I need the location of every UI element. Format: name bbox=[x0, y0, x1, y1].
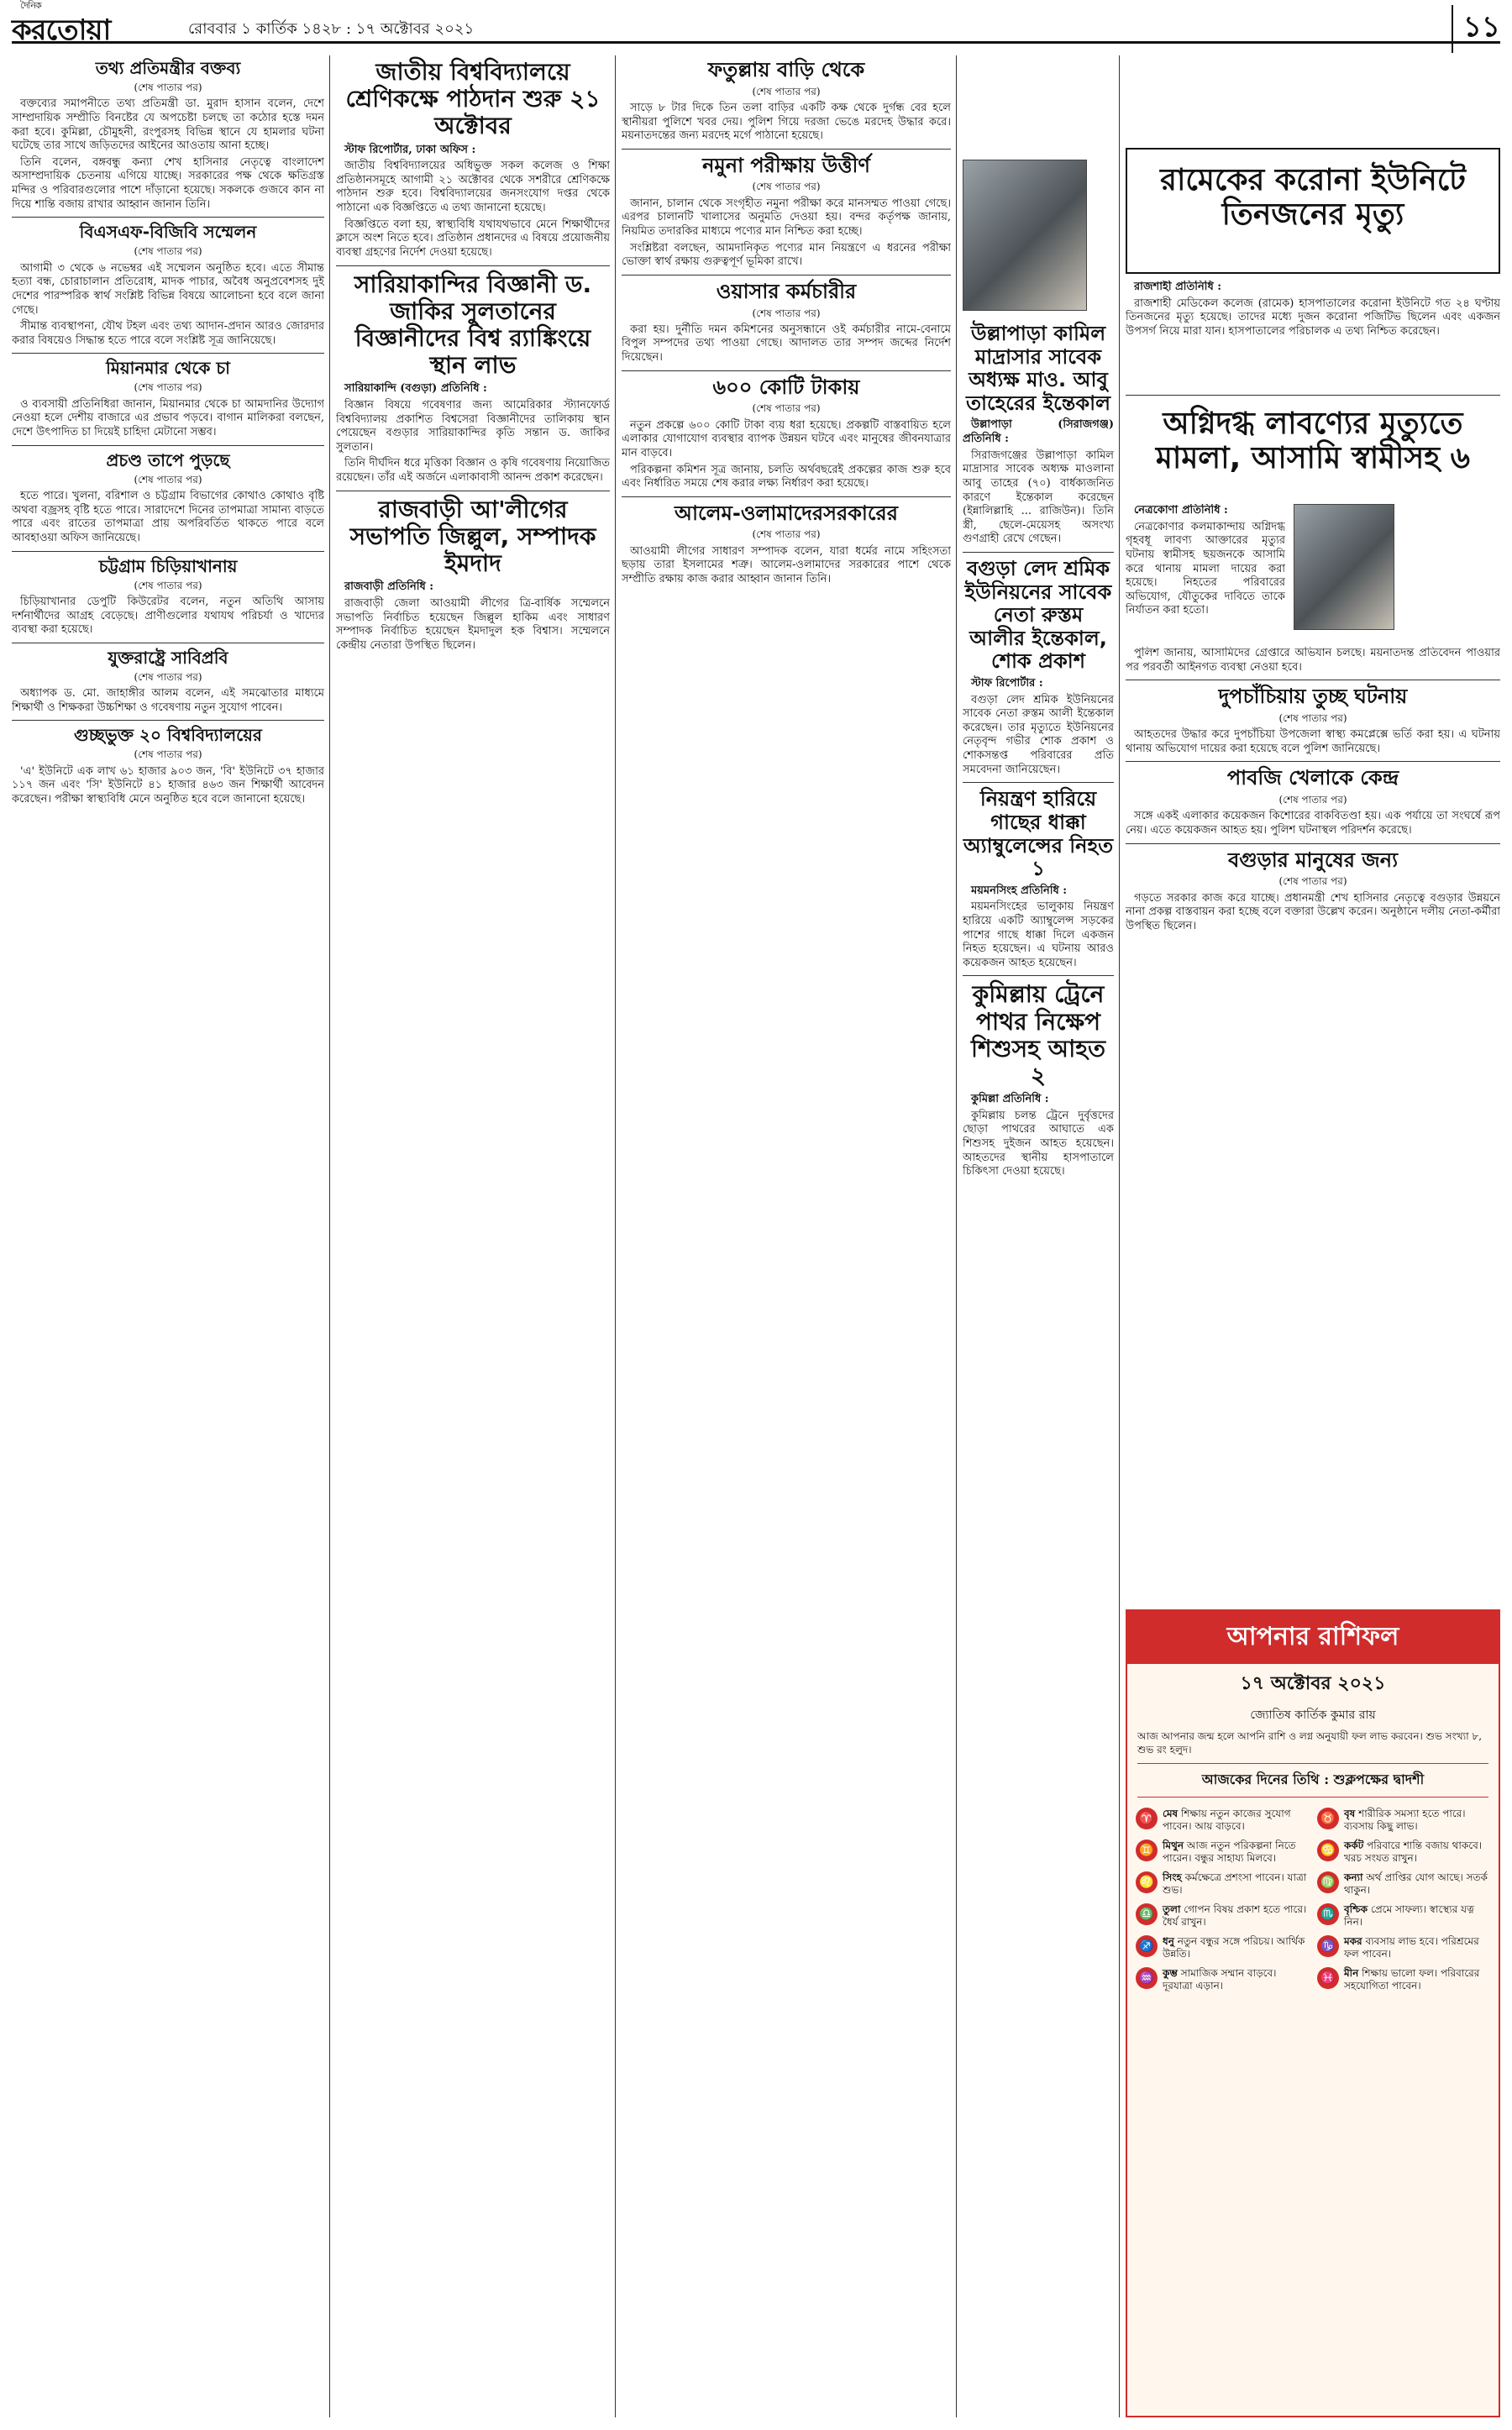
zodiac-symbol-icon: ♐ bbox=[1136, 1935, 1158, 1957]
byline: সারিয়াকান্দি (বগুড়া) প্রতিনিধি : bbox=[344, 382, 487, 396]
continued-note: (শেষ পাতার পর) bbox=[752, 85, 821, 97]
continued-note: (শেষ পাতার পর) bbox=[134, 381, 202, 394]
zodiac-symbol-icon: ♎ bbox=[1136, 1903, 1158, 1925]
paragraph: কুমিল্লায় চলন্ত ট্রেনে দুর্বৃত্তদের ছোড়া পাথরের আঘাতে এক শিশুসহ দুইজন আহত হয়েছেন। আহতদের স্থানীয় হাসপাতালে চিকিৎসা দেওয়া হয়েছে। bbox=[963, 1109, 1114, 1178]
divider bbox=[12, 217, 324, 218]
zodiac-text bbox=[1163, 1935, 1309, 1960]
zodiac-forecast: আজ নতুন পরিকল্পনা নিতে পারেন। বন্ধুর সাহায্য মিলবে। bbox=[1163, 1840, 1296, 1865]
zodiac-name: তুলা bbox=[1163, 1903, 1181, 1916]
continued-note: (শেষ পাতার পর) bbox=[134, 81, 202, 93]
zodiac-entry bbox=[1317, 1903, 1490, 1929]
zodiac-text bbox=[1163, 1808, 1309, 1833]
page-number: ১১ bbox=[1452, 5, 1500, 53]
headline: তথ্য প্রতিমন্ত্রীর বক্তব্য bbox=[95, 58, 241, 78]
paragraph: বিজ্ঞপ্তিতে বলা হয়, স্বাস্থ্যবিধি যথাযথভাবে মেনে শিক্ষার্থীদের ক্লাসে অংশ নিতে হবে। প্রতিষ্ঠান প্রধানদের এ বিষয়ে প্রয়োজনীয় ব্যবস্থা গ্রহণের নির্দেশ দেওয়া হয়েছে। bbox=[336, 218, 610, 259]
zodiac-entry bbox=[1136, 1871, 1309, 1897]
headline: উল্লাপাড়া কামিল মাদ্রাসার সাবেক অধ্যক্ষ মাও. আবু তাহেরের ইন্তেকাল bbox=[966, 322, 1110, 415]
paragraph: জানান, চালান থেকে সংগৃহীত নমুনা পরীক্ষা করে মানসম্মত পাওয়া গেছে। এরপর চালানটি খালাসের অনুমতি দেওয়া হয়। বন্দর কর্তৃপক্ষ জানায়, নিয়মিত তদারকির মাধ্যমে পণ্যের মান নিশ্চিত করা হচ্ছে। bbox=[622, 197, 951, 239]
divider bbox=[1126, 395, 1500, 396]
continued-note: (শেষ পাতার পর) bbox=[134, 748, 202, 761]
article-headline bbox=[1126, 403, 1500, 496]
continued-note: (শেষ পাতার পর) bbox=[1278, 794, 1347, 806]
headline: মিয়ানমার থেকে চা bbox=[106, 358, 230, 379]
byline: রাজশাহী প্রতিনিধি : bbox=[1134, 281, 1222, 293]
paragraph: পরিকল্পনা কমিশন সূত্র জানায়, চলতি অর্থবছরেই প্রকল্পের কাজ শুরু হবে এবং নির্ধারিত সময়ে শেষ করার লক্ষ্য নির্ধারণ করা হয়েছে। bbox=[622, 463, 951, 491]
horoscope-astrologer: জ্যোতিষ কার্তিক কুমার রায় bbox=[1250, 1708, 1376, 1722]
headline: দুপচাঁচিয়ায় তুচ্ছ ঘটনায় bbox=[1218, 685, 1408, 709]
paragraph: আওয়ামী লীগের সাধারণ সম্পাদক বলেন, যারা ধর্মের নামে সহিংসতা ছড়ায় তারা ইসলামের শত্রু। আলেম-ওলামাদের সরকারের পাশে থেকে সম্প্রীতি রক্ষায় কাজ করার আহ্বান জানান তিনি। bbox=[622, 544, 951, 586]
zodiac-text bbox=[1344, 1808, 1490, 1833]
zodiac-symbol-icon: ♋ bbox=[1317, 1840, 1339, 1861]
divider bbox=[12, 445, 324, 446]
divider bbox=[963, 782, 1114, 783]
headline: বিএসএফ-বিজিবি সম্মেলন bbox=[79, 222, 257, 243]
zodiac-name: মেষ bbox=[1163, 1808, 1179, 1820]
zodiac-forecast: ব্যবসায় লাভ হবে। পরিশ্রমের ফল পাবেন। bbox=[1344, 1935, 1479, 1960]
article-body bbox=[1126, 281, 1500, 381]
zodiac-entry bbox=[1317, 1808, 1490, 1833]
zodiac-name: বৃশ্চিক bbox=[1344, 1903, 1368, 1916]
zodiac-name: কন্যা bbox=[1344, 1871, 1363, 1884]
zodiac-forecast: শারীরিক সমস্যা হতে পারে। ব্যবসায় কিছু লাভ। bbox=[1344, 1808, 1466, 1833]
zodiac-symbol-icon: ♉ bbox=[1317, 1808, 1339, 1829]
paragraph: সীমান্ত ব্যবস্থাপনা, যৌথ টহল এবং তথ্য আদান-প্রদান আরও জোরদার করার বিষয়েও সিদ্ধান্ত হতে পারে বলে সংশ্লিষ্ট সূত্র জানিয়েছে। bbox=[12, 320, 324, 347]
byline: স্টাফ রিপোর্টার, ঢাকা অফিস : bbox=[344, 143, 476, 156]
continued-note: (শেষ পাতার পর) bbox=[134, 245, 202, 258]
column-divider bbox=[329, 55, 330, 2417]
zodiac-symbol-icon: ♑ bbox=[1317, 1935, 1339, 1957]
zodiac-forecast: অর্থ প্রাপ্তির যোগ আছে। সতর্ক থাকুন। bbox=[1344, 1871, 1488, 1897]
zodiac-text bbox=[1344, 1871, 1490, 1897]
byline: ময়মনসিংহ প্রতিনিধি : bbox=[971, 884, 1068, 897]
paragraph: চিড়িয়াখানার ডেপুটি কিউরেটর বলেন, নতুন অতিথি আসায় দর্শনার্থীদের আগ্রহ বেড়েছে। প্রাণীগুলোর যথাযথ পরিচর্যা ও খাদ্যের ব্যবস্থা করা হয়েছে। bbox=[12, 595, 324, 637]
zodiac-text bbox=[1163, 1871, 1309, 1897]
paragraph: গড়তে সরকার কাজ করে যাচ্ছে। প্রধানমন্ত্রী শেখ হাসিনার নেতৃত্বে বগুড়ার উন্নয়নে নানা প্রকল্প বাস্তবায়ন করা হচ্ছে বলে বক্তারা উল্লেখ করেন। অনুষ্ঠানে দলীয় নেতা-কর্মীরা উপস্থিত ছিলেন। bbox=[1126, 891, 1500, 932]
divider bbox=[1126, 843, 1500, 844]
divider bbox=[963, 552, 1114, 553]
zodiac-symbol-icon: ♊ bbox=[1136, 1840, 1158, 1861]
horoscope-date: ১৭ অক্টোবর ২০২১ bbox=[1240, 1672, 1386, 1694]
paragraph: নেত্রকোণার কলমাকান্দায় অগ্নিদগ্ধ গৃহবধূ লাবণ্য আক্তারের মৃত্যুর ঘটনায় স্বামীসহ ছয়জনকে আসামি করে থানায় মামলা দায়ের করা হয়েছে। নিহতের পরিবারের অভিযোগ, যৌতুকের দাবিতে তাকে নির্যাতন করা হতো। bbox=[1126, 520, 1285, 617]
dateline: রোববার ১ কার্তিক ১৪২৮ : ১৭ অক্টোবর ২০২১ bbox=[188, 20, 475, 38]
divider bbox=[336, 265, 610, 266]
continued-note: (শেষ পাতার পর) bbox=[1278, 711, 1347, 724]
paragraph: সঙ্গে একই এলাকার কয়েকজন কিশোরের বাকবিতণ্ডা হয়। এক পর্যায়ে তা সংঘর্ষে রূপ নেয়। এতে কয়েকজন আহত হয়। পুলিশ ঘটনাস্থল পরিদর্শন করেছে। bbox=[1126, 810, 1500, 837]
paragraph: রাজশাহী মেডিকেল কলেজ (রামেক) হাসপাতালের করোনা ইউনিটে গত ২৪ ঘণ্টায় তিনজনের মৃত্যু হয়েছে। তাদের মধ্যে দুজন করোনা পজিটিভ ছিলেন এবং একজন উপসর্গ নিয়ে মারা যান। হাসপাতালের পরিচালক এ তথ্য নিশ্চিত করেছেন। bbox=[1126, 297, 1500, 338]
divider bbox=[12, 720, 324, 721]
zodiac-symbol-icon: ♓ bbox=[1317, 1967, 1339, 1989]
headline: ৬০০ কোটি টাকায় bbox=[712, 375, 860, 399]
headline: সারিয়াকান্দির বিজ্ঞানী ড. জাকির সুলতানের বিজ্ঞানীদের বিশ্ব র‍্যাঙ্কিংয়ে স্থান লাভ bbox=[354, 270, 592, 380]
masthead bbox=[12, 0, 1500, 47]
paragraph: রাজবাড়ী জেলা আওয়ামী লীগের ত্রি-বার্ষিক সম্মেলনে সভাপতি নির্বাচিত হয়েছেন জিল্লুল হাকিম এবং সাধারণ সম্পাদক নির্বাচিত হয়েছেন ইমদাদুল হক বিশ্বাস। সম্মেলনে কেন্দ্রীয় নেতারা উপস্থিত ছিলেন। bbox=[336, 596, 610, 652]
zodiac-text bbox=[1344, 1903, 1490, 1929]
headline: নিয়ন্ত্রণ হারিয়ে গাছের ধাক্কা অ্যাম্বুলেন্সের নিহত ১ bbox=[963, 787, 1114, 881]
headline: পাবজি খেলাকে কেন্দ্র bbox=[1226, 766, 1399, 790]
zodiac-forecast: শিক্ষায় ভালো ফল। পরিবারের সহযোগিতা পাবেন। bbox=[1344, 1967, 1480, 1992]
paragraph: তিনি দীর্ঘদিন ধরে মৃত্তিকা বিজ্ঞান ও কৃষি গবেষণায় নিয়োজিত রয়েছেন। তাঁর এই অর্জনে এলাকাবাসী আনন্দ প্রকাশ করেছেন। bbox=[336, 457, 610, 485]
zodiac-entry bbox=[1136, 1935, 1309, 1960]
zodiac-text bbox=[1344, 1935, 1490, 1960]
zodiac-entry bbox=[1136, 1840, 1309, 1865]
zodiac-forecast: গোপন বিষয় প্রকাশ হতে পারে। ধৈর্য রাখুন। bbox=[1163, 1903, 1307, 1929]
zodiac-forecast: সামাজিক সম্মান বাড়বে। দূরযাত্রা এড়ান। bbox=[1163, 1967, 1277, 1992]
zodiac-forecast: শিক্ষায় নতুন কাজের সুযোগ পাবেন। আয় বাড়বে। bbox=[1163, 1808, 1291, 1833]
headline: চট্টগ্রাম চিড়িয়াখানায় bbox=[98, 555, 238, 576]
logo-text: করতোয়া bbox=[12, 13, 111, 47]
zodiac-entry bbox=[1317, 1935, 1490, 1960]
continued-note: (শেষ পাতার পর) bbox=[752, 528, 821, 541]
article-body bbox=[1126, 504, 1285, 638]
zodiac-name: বৃষ bbox=[1344, 1808, 1356, 1820]
divider bbox=[622, 275, 951, 276]
zodiac-entry bbox=[1317, 1967, 1490, 1992]
zodiac-symbol-icon: ♈ bbox=[1136, 1808, 1158, 1829]
byline: রাজবাড়ী প্রতিনিধি : bbox=[344, 580, 434, 594]
headline: অগ্নিদগ্ধ লাবণ্যের মৃত্যুতে মামলা, আসামি স্বামীসহ ৬ bbox=[1155, 407, 1471, 476]
horoscope-title: আপনার রাশিফল bbox=[1127, 1611, 1499, 1664]
divider bbox=[622, 149, 951, 150]
paragraph: করা হয়। দুর্নীতি দমন কমিশনের অনুসন্ধানে ওই কর্মচারীর নামে-বেনামে বিপুল সম্পদের তথ্য পাওয়া গেছে। আদালত তার সম্পদ জব্দের নির্দেশ দিয়েছেন। bbox=[622, 323, 951, 365]
paragraph: জাতীয় বিশ্ববিদ্যালয়ের অধিভুক্ত সকল কলেজ ও শিক্ষা প্রতিষ্ঠানসমূহে আগামী ২১ অক্টোবর থেকে সশরীরে শ্রেণিকক্ষে পাঠদান শুরু হবে। বিশ্ববিদ্যালয়ের জনসংযোগ দপ্তর থেকে পাঠানো এক বিজ্ঞপ্তিতে এ তথ্য জানানো হয়েছে। bbox=[336, 160, 610, 215]
zodiac-name: মিথুন bbox=[1163, 1840, 1184, 1852]
zodiac-symbol-icon: ♏ bbox=[1317, 1903, 1339, 1925]
continued-note: (শেষ পাতার পর) bbox=[1278, 875, 1347, 888]
column-4 bbox=[963, 319, 1114, 2417]
zodiac-symbol-icon: ♌ bbox=[1136, 1871, 1158, 1893]
column-3 bbox=[622, 55, 951, 2417]
paragraph: সিরাজগঞ্জের উল্লাপাড়া কামিল মাদ্রাসার সাবেক অধ্যক্ষ মাওলানা আবু তাহের (৭০) বার্ধক্যজনিত কারণে ইন্তেকাল করেছেন (ইন্নালিল্লাহি ... রাজিউন)। তিনি স্ত্রী, ছেলে-মেয়েসহ অসংখ্য গুণগ্রাহী রেখে গেছেন। bbox=[963, 449, 1114, 546]
zodiac-name: ধনু bbox=[1163, 1935, 1174, 1948]
column-1 bbox=[12, 55, 324, 2417]
zodiac-name: সিংহ bbox=[1163, 1871, 1182, 1884]
zodiac-entry bbox=[1136, 1903, 1309, 1929]
headline: বগুড়া লেদ শ্রমিক ইউনিয়নের সাবেক নেতা রুস্তম আলীর ইন্তেকাল, শোক প্রকাশ bbox=[964, 557, 1112, 674]
zodiac-symbol-icon: ♒ bbox=[1136, 1967, 1158, 1989]
zodiac-text bbox=[1163, 1903, 1309, 1929]
headline: বগুড়ার মানুষের জন্য bbox=[1227, 848, 1399, 872]
headline: রামেকের করোনা ইউনিটে তিনজনের মৃত্যু bbox=[1160, 163, 1466, 233]
zodiac-name: কুম্ভ bbox=[1163, 1967, 1178, 1980]
byline: উল্লাপাড়া (সিরাজগঞ্জ) প্রতিনিধি : bbox=[963, 418, 1114, 445]
zodiac-text bbox=[1344, 1967, 1490, 1992]
horoscope-box bbox=[1126, 1609, 1500, 2417]
headline: গুচ্ছভুক্ত ২০ বিশ্ববিদ্যালয়ের bbox=[74, 725, 262, 746]
headline: রাজবাড়ী আ'লীগের সভাপতি জিল্লুল, সম্পাদক ইমদাদ bbox=[349, 495, 596, 578]
zodiac-text bbox=[1344, 1840, 1490, 1865]
paragraph: সংশ্লিষ্টরা বলছেন, আমদানিকৃত পণ্যের মান নিয়ন্ত্রণে এ ধরনের পরীক্ষা ভোক্তা স্বার্থ রক্ষায় গুরুত্বপূর্ণ ভূমিকা রাখে। bbox=[622, 241, 951, 269]
continued-note: (শেষ পাতার পর) bbox=[134, 670, 202, 683]
zodiac-forecast: কর্মক্ষেত্রে প্রশংসা পাবেন। যাত্রা শুভ। bbox=[1163, 1871, 1307, 1897]
headline: ফতুল্লায় বাড়ি থেকে bbox=[707, 58, 865, 81]
paragraph: 'এ' ইউনিটে এক লাখ ৬১ হাজার ৯০৩ জন, 'বি' ইউনিটে ৩৭ হাজার ১১৭ জন এবং 'সি' ইউনিটে ৪১ হাজার ৪৬৩ জন শিক্ষার্থী আবেদন করেছেন। পরীক্ষা স্বাস্থ্যবিধি মেনে অনুষ্ঠিত হবে বলে জানানো হয়েছে। bbox=[12, 764, 324, 806]
divider bbox=[1126, 761, 1500, 762]
zodiac-text bbox=[1163, 1967, 1309, 1992]
divider bbox=[622, 370, 951, 371]
zodiac-text bbox=[1163, 1840, 1309, 1865]
zodiac-name: মকর bbox=[1344, 1935, 1362, 1948]
continued-note: (শেষ পাতার পর) bbox=[752, 307, 821, 319]
logo-prefix: দৈনিক bbox=[20, 0, 41, 11]
byline: কুমিল্লা প্রতিনিধি : bbox=[971, 1093, 1049, 1106]
zodiac-symbol-icon: ♍ bbox=[1317, 1871, 1339, 1893]
portrait-photo-abu-taher bbox=[963, 160, 1087, 311]
newspaper-logo bbox=[12, 0, 111, 56]
horoscope-intro: আজ আপনার জন্ম হলে আপনি রাশি ও লগ্ন অনুযায়ী ফল লাভ করবেন। শুভ সংখ্যা ৮, শুভ রং হলুদ। bbox=[1137, 1730, 1483, 1756]
byline: নেত্রকোণা প্রতিনিধি : bbox=[1134, 504, 1228, 517]
headline: নমুনা পরীক্ষায় উত্তীর্ণ bbox=[702, 153, 870, 177]
zodiac-entry bbox=[1136, 1967, 1309, 1992]
headline: কুমিল্লায় ট্রেনে পাথর নিক্ষেপ শিশুসহ আহত ২ bbox=[970, 980, 1105, 1090]
zodiac-forecast: পরিবারে শান্তি বজায় থাকবে। খরচ সংযত রাখুন। bbox=[1344, 1840, 1483, 1865]
paragraph: ময়মনসিংহের ভালুকায় নিয়ন্ত্রণ হারিয়ে একটি অ্যাম্বুলেন্স সড়কের পাশের গাছে ধাক্কা দিলে একজন নিহত হয়েছেন। এ ঘটনায় আরও কয়েকজন আহত হয়েছেন। bbox=[963, 900, 1114, 969]
headline: ওয়াসার কর্মচারীর bbox=[716, 279, 857, 303]
paragraph: আগামী ৩ থেকে ৬ নভেম্বর এই সম্মেলন অনুষ্ঠিত হবে। এতে সীমান্ত হত্যা বন্ধ, চোরাচালান প্রতিরোধ, মাদক পাচার, অবৈধ অনুপ্রবেশসহ দুই দেশের পারস্পরিক স্বার্থ সংশ্লিষ্ট বিভিন্ন বিষয়ে আলোচনা হবে বলে জানা গেছে। bbox=[12, 261, 324, 317]
paragraph: ও ব্যবসায়ী প্রতিনিধিরা জানান, মিয়ানমার থেকে চা আমদানির উদ্যোগ নেওয়া হলে দেশীয় বাজারে এর প্রভাব পড়বে। বাগান মালিকরা বলছেন, দেশে উৎপাদিত চা দিয়েই চাহিদা মেটানো সম্ভব। bbox=[12, 397, 324, 439]
paragraph: অধ্যাপক ড. মো. জাহাঙ্গীর আলম বলেন, এই সমঝোতার মাধ্যমে শিক্ষার্থী ও শিক্ষকরা উচ্চশিক্ষা ও গবেষণায় নতুন সুযোগ পাবেন। bbox=[12, 687, 324, 714]
paragraph: বিজ্ঞান বিষয়ে গবেষণার জন্য আমেরিকার স্ট্যানফোর্ড বিশ্ববিদ্যালয় প্রকাশিত বিশ্বসেরা বিজ্ঞানীদের তালিকায় স্থান পেয়েছেন বগুড়ার সারিয়াকান্দির কৃতি সন্তান ড. জাকির সুলতান। bbox=[336, 398, 610, 454]
divider bbox=[622, 496, 951, 497]
paragraph: সাড়ে ৮ টার দিকে তিন তলা বাড়ির একটি কক্ষ থেকে দুর্গন্ধ বের হলে স্থানীয়রা পুলিশে খবর দেয়। পুলিশ গিয়ে দরজা ভেঙে মরদেহ উদ্ধার করে। ময়নাতদন্তের জন্য মরদেহ মর্গে পাঠানো হয়েছে। bbox=[622, 101, 951, 143]
zodiac-name: কর্কট bbox=[1344, 1840, 1364, 1852]
column-divider bbox=[956, 55, 957, 2417]
zodiac-forecast: নতুন বন্ধুর সঙ্গে পরিচয়। আর্থিক উন্নতি। bbox=[1163, 1935, 1305, 1960]
continued-note: (শেষ পাতার পর) bbox=[752, 181, 821, 193]
column-5 bbox=[1126, 647, 1500, 1596]
column-divider bbox=[615, 55, 616, 2417]
zodiac-name: মীন bbox=[1344, 1967, 1359, 1980]
divider bbox=[963, 975, 1114, 976]
zodiac-entry bbox=[1136, 1808, 1309, 1833]
paragraph: বগুড়া লেদ শ্রমিক ইউনিয়নের সাবেক নেতা রুস্তম আলী ইন্তেকাল করেছেন। তার মৃত্যুতে ইউনিয়নের নেতৃবৃন্দ গভীর শোক প্রকাশ ও শোকসন্তপ্ত পরিবারের প্রতি সমবেদনা জানিয়েছেন। bbox=[963, 693, 1114, 776]
headline: জাতীয় বিশ্ববিদ্যালয়ে শ্রেণিকক্ষে পাঠদান শুরু ২১ অক্টোবর bbox=[345, 58, 601, 140]
divider bbox=[12, 353, 324, 354]
paragraph: পুলিশ জানায়, আসামিদের গ্রেপ্তারে অভিযান চলছে। ময়নাতদন্ত প্রতিবেদন পাওয়ার পর পরবর্তী আইনগত ব্যবস্থা নেওয়া হবে। bbox=[1126, 647, 1500, 674]
headline: আলেম-ওলামাদেরসরকারের bbox=[675, 501, 898, 525]
paragraph: তিনি বলেন, বঙ্গবন্ধু কন্যা শেখ হাসিনার নেতৃত্বে বাংলাদেশ অসাম্প্রদায়িক চেতনায় এগিয়ে যাচ্ছে। সরকারের পক্ষ থেকে ক্ষতিগ্রস্ত মন্দির ও পরিবারগুলোর পাশে দাঁড়ানো হয়েছে। সকলকে গুজবে কান না দিয়ে শান্তি বজায় রাখার আহ্বান জানান তিনি। bbox=[12, 155, 324, 211]
byline: স্টাফ রিপোর্টার : bbox=[971, 676, 1043, 690]
headline: যুক্তরাষ্ট্রে সাবিপ্রবি bbox=[108, 647, 228, 668]
zodiac-entry bbox=[1317, 1840, 1490, 1865]
divider bbox=[12, 551, 324, 552]
zodiac-grid bbox=[1127, 1804, 1499, 1996]
zodiac-entry bbox=[1317, 1871, 1490, 1897]
horoscope-tithi: আজকের দিনের তিথি : শুক্লপক্ষের দ্বাদশী bbox=[1137, 1763, 1488, 1798]
paragraph: হতে পারে। খুলনা, বরিশাল ও চট্টগ্রাম বিভাগের কোথাও কোথাও বৃষ্টি অথবা বজ্রসহ বৃষ্টি হতে পারে। সারাদেশে দিনের তাপমাত্রা সামান্য বাড়তে পারে এবং রাতের তাপমাত্রা প্রায় অপরিবর্তিত থাকতে পারে বলে আবহাওয়া অফিস জানিয়েছে। bbox=[12, 490, 324, 544]
continued-note: (শেষ পাতার পর) bbox=[134, 473, 202, 485]
headline: প্রচণ্ড তাপে পুড়ছে bbox=[106, 449, 230, 470]
paragraph: বক্তব্যের সমাপনীতে তথ্য প্রতিমন্ত্রী ডা. মুরাদ হাসান বলেন, দেশে সাম্প্রদায়িক সম্প্রীতি বিনষ্টের যে অপচেষ্টা চলছে তা কঠোর হস্তে দমন করা হবে। কুমিল্লা, চৌমুহনী, রংপুরসহ বিভিন্ন স্থানে যে হামলার ঘটনা ঘটেছে তার সাথে জড়িতদের আইনের আওতায় আনা হচ্ছে। bbox=[12, 97, 324, 153]
portrait-photo-labonno bbox=[1294, 504, 1394, 630]
zodiac-forecast: প্রেমে সাফল্য। স্বাস্থ্যের যত্ন নিন। bbox=[1344, 1903, 1474, 1929]
headline-box bbox=[1126, 148, 1500, 274]
paragraph: নতুন প্রকল্পে ৬০০ কোটি টাকা ব্যয় ধরা হয়েছে। প্রকল্পটি বাস্তবায়িত হলে এলাকার যোগাযোগ ব্যবস্থার ব্যাপক উন্নয়ন ঘটবে এবং মানুষের জীবনযাত্রার মান বাড়বে। bbox=[622, 418, 951, 459]
continued-note: (শেষ পাতার পর) bbox=[134, 579, 202, 591]
continued-note: (শেষ পাতার পর) bbox=[752, 402, 821, 415]
paragraph: আহতদের উদ্ধার করে দুপচাঁচিয়া উপজেলা স্বাস্থ্য কমপ্লেক্সে ভর্তি করা হয়। এ ঘটনায় থানায় অভিযোগ দায়ের করা হয়েছে বলে পুলিশ জানিয়েছে। bbox=[1126, 728, 1500, 755]
column-2 bbox=[336, 55, 610, 2417]
column-divider bbox=[1119, 55, 1120, 2417]
